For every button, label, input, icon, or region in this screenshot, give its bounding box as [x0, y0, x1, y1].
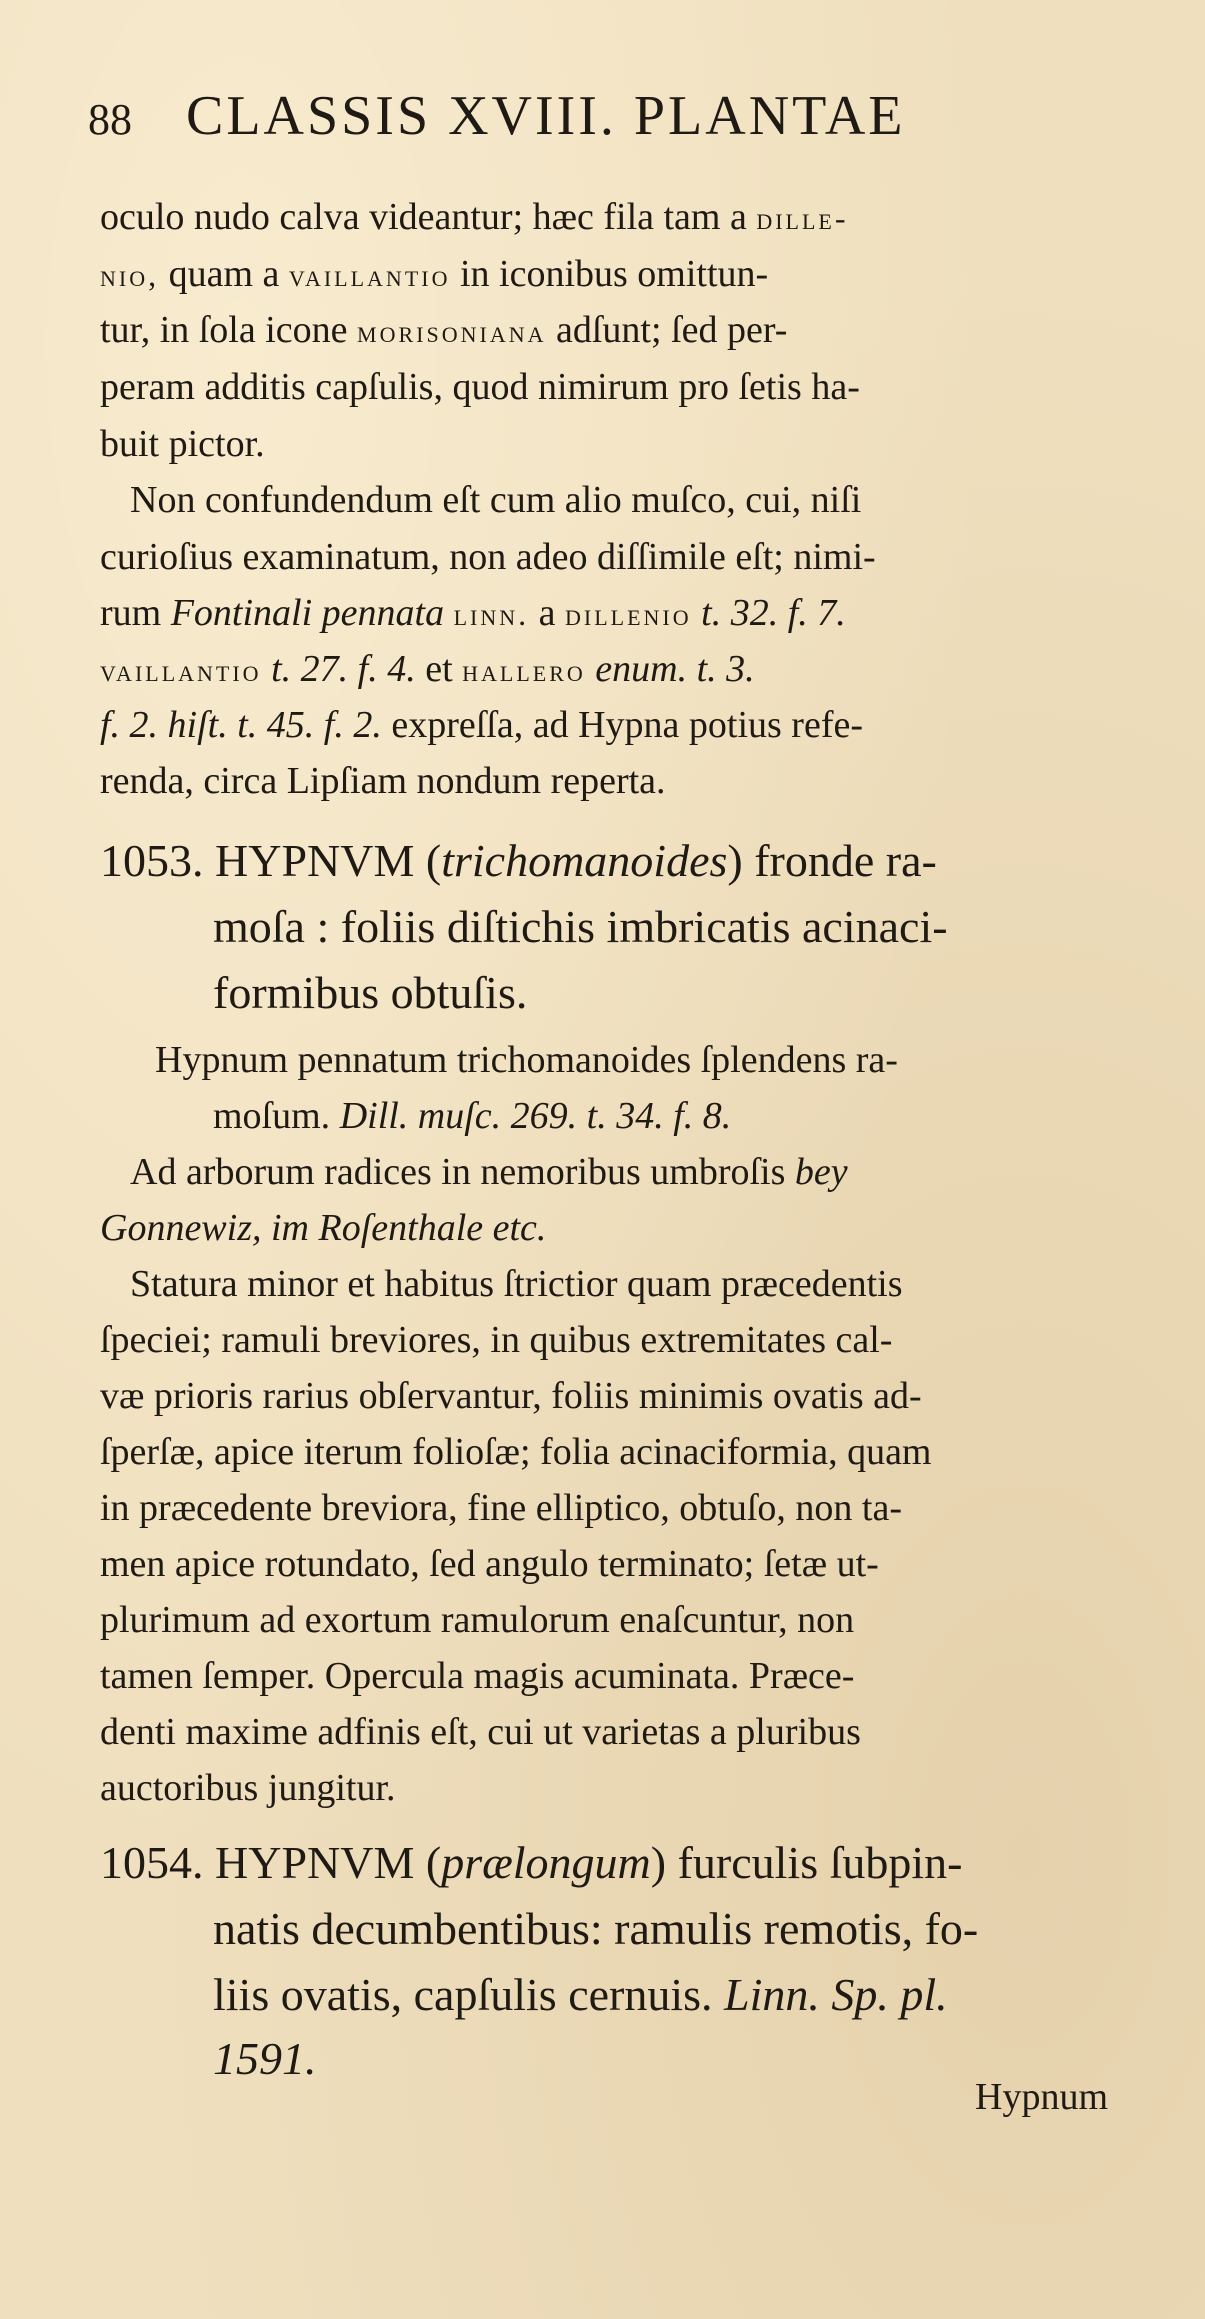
text-line	[100, 591, 846, 636]
text-run: Dill. muſc. 269. t. 34. f. 8.	[339, 1095, 732, 1137]
text-run: Linn. Sp. pl.	[724, 1969, 948, 2020]
text-line	[100, 1318, 892, 1362]
text-run: a	[529, 592, 566, 634]
text-run: in iconibus omittun-	[450, 253, 769, 295]
text-line	[100, 1206, 546, 1250]
catchword: Hypnum	[975, 2076, 1108, 2118]
text-run: bey	[794, 1151, 848, 1193]
text-run: væ prioris rarius obſervantur, foliis minimis ovatis ad-	[100, 1375, 922, 1417]
text-run: liis ovatis, capſulis cernuis.	[213, 1969, 725, 2020]
text-run: buit pictor.	[100, 423, 265, 465]
text-line	[100, 703, 863, 747]
text-line	[100, 1374, 922, 1418]
text-run	[444, 592, 454, 634]
text-run: morisoniana	[357, 313, 547, 349]
text-line	[100, 1836, 963, 1890]
text-run: Hypnum pennatum trichomanoides ſplendens ra-	[155, 1039, 898, 1081]
text-run: ſperſæ, apice iterum folioſæ; folia acinaciformia, quam	[100, 1431, 932, 1473]
text-line	[100, 365, 860, 409]
text-run: t. 32. f. 7.	[691, 592, 846, 634]
text-run: t. 27. f. 4.	[261, 648, 416, 690]
text-line	[213, 1094, 731, 1138]
text-run: tamen ſemper. Opercula magis acuminata. Præce-	[100, 1655, 855, 1697]
text-line	[100, 195, 849, 240]
text-run: ) furculis ſubpin-	[650, 1837, 963, 1888]
text-line	[213, 1902, 978, 1956]
text-line	[100, 252, 768, 297]
text-line	[213, 966, 527, 1020]
text-run: men apice rotundato, ſed angulo terminato; ſetæ ut-	[100, 1543, 879, 1585]
text-line	[155, 1038, 898, 1082]
text-run: linn.	[453, 596, 530, 632]
text-run: hallero	[462, 652, 586, 688]
text-run: adſunt; ſed per-	[546, 309, 788, 351]
text-run: nio,	[100, 257, 160, 293]
text-line	[213, 1968, 948, 2022]
text-line	[130, 478, 861, 522]
text-run: auctoribus jungitur.	[100, 1767, 396, 1809]
text-line	[100, 535, 876, 579]
text-run: Fontinali pennata	[170, 592, 445, 634]
text-run: enum. t. 3.	[585, 648, 755, 690]
text-run: 1053. HYPNVM (	[100, 835, 442, 886]
text-run: 1054. HYPNVM (	[100, 1837, 442, 1888]
text-run: ) fronde ra-	[727, 835, 937, 886]
text-line	[130, 1262, 903, 1306]
text-run: Non confundendum eſt cum alio muſco, cui, niſi	[130, 479, 862, 521]
text-run: vaillantio	[288, 257, 451, 293]
text-line	[213, 2032, 317, 2086]
text-run: tur, in ſola icone	[100, 309, 358, 351]
running-title: CLASSIS XVIII. PLANTAE	[186, 85, 906, 147]
text-run: f. 2. hiſt. t. 45. f. 2.	[100, 704, 382, 746]
text-run: dillenio	[565, 596, 692, 632]
text-run: denti maxime adfinis eſt, cui ut varietas a pluribus	[100, 1711, 861, 1753]
text-line	[100, 1766, 396, 1810]
text-run: Statura minor et habitus ſtrictior quam præcedentis	[130, 1263, 903, 1305]
page-number: 88	[88, 95, 132, 144]
text-run: peram additis capſulis, quod nimirum pro ſetis ha-	[100, 366, 860, 408]
text-line	[100, 308, 787, 353]
text-run: Gonnewiz, im Roſenthale etc.	[100, 1207, 547, 1249]
text-run: quam a	[159, 253, 289, 295]
text-line	[100, 1486, 902, 1530]
text-line	[100, 834, 937, 888]
text-line	[100, 1542, 879, 1586]
text-run: oculo nudo calva videantur; hæc fila tam a	[100, 196, 757, 238]
text-line	[100, 422, 265, 466]
text-run: moſum.	[213, 1095, 340, 1137]
text-run: vaillantio	[100, 652, 262, 688]
text-line	[100, 1710, 861, 1754]
text-run: formibus obtuſis.	[213, 967, 528, 1018]
text-run: natis decumbentibus: ramulis remotis, fo-	[213, 1903, 979, 1954]
running-head	[88, 84, 1118, 154]
text-run: renda, circa Lipſiam nondum reperta.	[100, 760, 666, 802]
text-run: trichomanoides	[441, 835, 728, 886]
text-run: plurimum ad exortum ramulorum enaſcuntur, non	[100, 1599, 855, 1641]
text-line	[100, 1430, 932, 1474]
text-run: moſa : foliis diſtichis imbricatis acinaci-	[213, 901, 948, 952]
text-line	[213, 900, 948, 954]
text-run: prælongum	[441, 1837, 651, 1888]
text-run: dille-	[756, 200, 849, 236]
text-line	[130, 1150, 848, 1194]
text-run: curioſius examinatum, non adeo diſſimile eſt; nimi-	[100, 536, 876, 578]
text-run: 1591.	[213, 2033, 317, 2084]
text-run: Ad arborum radices in nemoribus umbroſis	[130, 1151, 795, 1193]
text-line	[100, 759, 666, 803]
text-run: rum	[100, 592, 171, 634]
text-run: et	[415, 648, 463, 690]
text-run: ſpeciei; ramuli breviores, in quibus extremitates cal-	[100, 1319, 893, 1361]
text-run: expreſſa, ad Hypna potius refe-	[381, 704, 864, 746]
text-line	[100, 1654, 854, 1698]
text-line	[100, 1598, 854, 1642]
text-run: in præcedente breviora, fine elliptico, obtuſo, non ta-	[100, 1487, 902, 1529]
text-line	[100, 647, 755, 692]
